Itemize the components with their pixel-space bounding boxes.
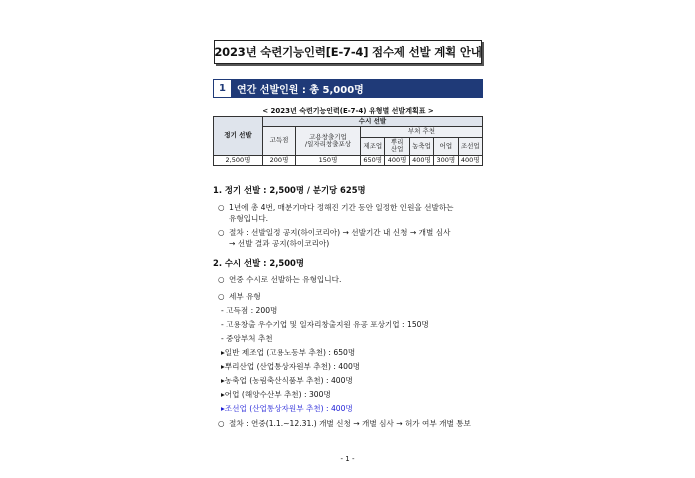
table-cell: 400명 — [385, 155, 409, 165]
table-cell: 400명 — [409, 155, 433, 165]
sub-col-shipbuilding: 조선업 — [458, 137, 483, 155]
bullet-icon: ○ — [218, 228, 225, 237]
sub-col-root-industry: 뿌리 산업 — [385, 137, 409, 155]
page-number: - 1 - — [340, 455, 355, 463]
sub-col-fishery: 어업 — [434, 137, 458, 155]
high-score-header: 고득점 — [263, 127, 296, 155]
bullet-icon: ○ — [218, 203, 225, 212]
paragraph-text: 절차 : 연중(1.1.~12.31.) 개별 신청 → 개별 심사 → 허가 여부 개별 통보 — [229, 419, 471, 428]
table-cell: 200명 — [263, 155, 296, 165]
regular-selection-heading: 1. 정기 선발 : 2,500명 / 분기당 625명 — [213, 185, 366, 195]
paragraph-text: 절차 : 선발일정 공지(하이코리아) → 선발기간 내 신청 → 개별 심사 — [229, 228, 451, 237]
section-number: 1 — [213, 79, 232, 98]
selection-plan-table — [213, 116, 483, 166]
paragraph-text: → 선발 결과 공지(하이코리아) — [229, 239, 330, 248]
paragraph-text: 연중 수시로 선발하는 유형입니다. — [229, 275, 342, 284]
bullet-icon: ○ — [218, 419, 225, 428]
list-item: - 고용창출 우수기업 및 일자리창출지원 유공 포상기업 : 150명 — [221, 320, 429, 329]
sub-col-manufacturing: 제조업 — [361, 137, 385, 155]
ongoing-selection-heading: 2. 수시 선발 : 2,500명 — [213, 258, 304, 268]
list-item: ▸어업 (해양수산부 추천) : 300명 — [221, 390, 331, 399]
list-item: ▸일반 제조업 (고용노동부 추천) : 650명 — [221, 348, 356, 357]
ongoing-selection-header: 수시 선발 — [263, 117, 483, 127]
list-item: - 중앙부처 추천 — [221, 334, 273, 343]
table-cell: 650명 — [361, 155, 385, 165]
ministry-recommend-header: 부처 추천 — [361, 127, 483, 137]
regular-selection-header: 정기 선발 — [214, 117, 263, 156]
section-title-bar: 연간 선발인원 : 총 5,000명 — [231, 79, 483, 98]
bullet-icon: ○ — [218, 292, 225, 301]
bullet-icon: ○ — [218, 275, 225, 284]
list-item: - 고득점 : 200명 — [221, 306, 278, 315]
paragraph-text: 세부 유형 — [229, 292, 261, 301]
table-cell: 400명 — [458, 155, 483, 165]
list-item: ▸농축업 (농림축산식품부 추천) : 400명 — [221, 376, 353, 385]
employment-header: 고용창출기업 /일자리창출포상 — [296, 127, 361, 155]
paragraph-text: 1년에 총 4번, 매분기마다 정해진 기간 동안 일정한 인원을 선발하는 — [229, 203, 454, 212]
list-item-highlighted: ▸조선업 (산업통상자원부 추천) : 400명 — [221, 404, 353, 413]
sub-col-agriculture: 농축업 — [409, 137, 433, 155]
table-cell: 300명 — [434, 155, 458, 165]
document-title: 2023년 숙련기능인력[E-7-4] 점수제 선발 계획 안내 — [214, 40, 482, 64]
paragraph-text: 유형입니다. — [229, 214, 269, 223]
table-cell: 2,500명 — [214, 155, 263, 165]
list-item: ▸뿌리산업 (산업통상자원부 추천) : 400명 — [221, 362, 361, 371]
table-cell: 150명 — [296, 155, 361, 165]
table-caption: < 2023년 숙련기능인력(E-7-4) 유형별 선발계획표 > — [262, 107, 434, 115]
